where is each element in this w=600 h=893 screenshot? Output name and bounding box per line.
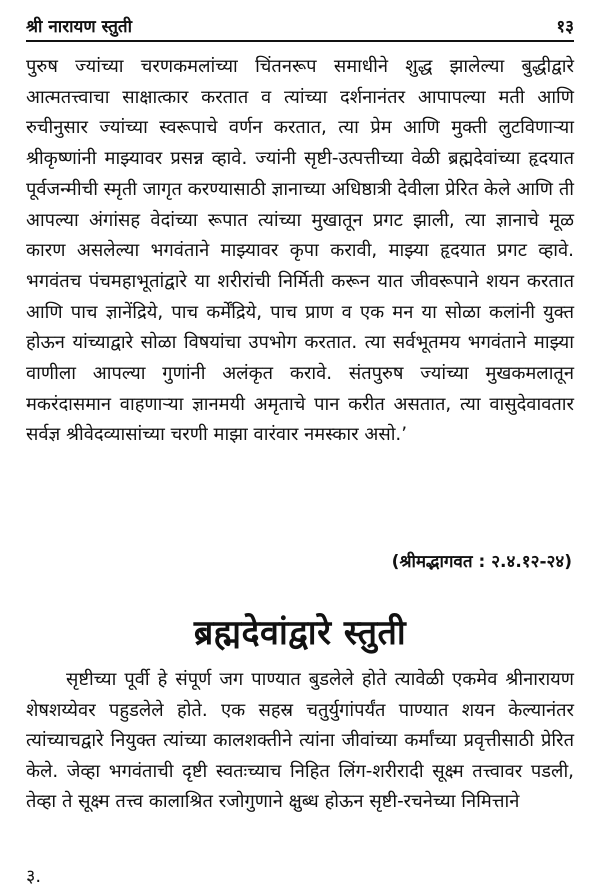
page-number: १३: [556, 17, 574, 37]
quote-citation: (श्रीमद्भागवत : २.४.१२-२४): [391, 552, 572, 572]
paragraph-stuti-continuation: पुरुष ज्यांच्या चरणकमलांच्या चिंतनरूप समाधीने शुद्ध झालेल्या बुद्धीद्वारे आत्मतत्त्वाचा साक्षात्कार करतात व त्यांच्या दर्शनानंतर आपापल्या मती आणि रुचीनुसार ज्यांच्या स्वरूपाचे वर्णन करतात, त्या प्रेम आणि मुक्ती लुटविणाऱ्या श्रीकृष्णांनी माझ्यावर प्रसन्न व्हावे. ज्यांनी सृष्टी-उत्पत्तीच्या वेळी ब्रह्मदेवांच्या हृदयात पूर्वजन्मीची स्मृती जागृत करण्यासाठी ज्ञानाच्या अधिष्ठात्री देवीला प्रेरित केले आणि ती आपल्या अंगांसह वेदांच्या रूपात त्यांच्या मुखातून प्रगट झाली, त्या ज्ञानाचे मूळ कारण असलेल्या भगवंताने माझ्यावर कृपा करावी, माझ्या हृदयात प्रगट व्हावे. भगवंतच पंचमहाभूतांद्वारे या शरीरांची निर्मिती करून यात जीवरूपाने शयन करतात आणि पाच ज्ञानेंद्रिये, पाच कर्मेंद्रिये, पाच प्राण व एक मन या सोळा कलांनी युक्त होऊन यांच्याद्वारे सोळा विषयांचा उपभोग करतात. त्या सर्वभूतमय भगवंताने माझ्या वाणीला आपल्या गुणांनी अलंकृत करावे. संतपुरुष ज्यांच्या मुखकमलातून मकरंदासमान वाहणाऱ्या ज्ञानमयी अमृताचे पान करीत असतात, त्या वासुदेवावतार सर्वज्ञ श्रीवेदव्यासांच्या चरणी माझा वारंवार नमस्कार असो.’: [26, 56, 574, 446]
header-title: श्री नारायण स्तुती: [26, 17, 133, 37]
footnote-marker: ३.: [26, 866, 42, 887]
main-passage: [26, 52, 574, 451]
running-header: [26, 14, 574, 42]
section-passage: [26, 665, 574, 818]
section-heading: ब्रह्मदेवांद्वारे स्तुती: [193, 613, 407, 653]
paragraph-srishti: सृष्टीच्या पूर्वी हे संपूर्ण जग पाण्यात बुडलेले होते त्यावेळी एकमेव श्रीनारायण शेषशय्येवर पहुडलेले होते. एक सहस्र चतुर्युगांपर्यंत पाण्यात शयन केल्यानंतर त्यांच्याचद्वारे नियुक्त त्यांच्या कालशक्तीने त्यांना जीवांच्या कर्मांच्या प्रवृत्तीसाठी प्रेरित केले. जेव्हा भगवंताची दृष्टी स्वतःच्याच निहित लिंग-शरीरादी सूक्ष्म तत्त्वावर पडली, तेव्हा ते सूक्ष्म तत्त्व कालाश्रित रजोगुणाने क्षुब्ध होऊन सृष्टी-रचनेच्या निमित्ताने: [26, 669, 574, 812]
